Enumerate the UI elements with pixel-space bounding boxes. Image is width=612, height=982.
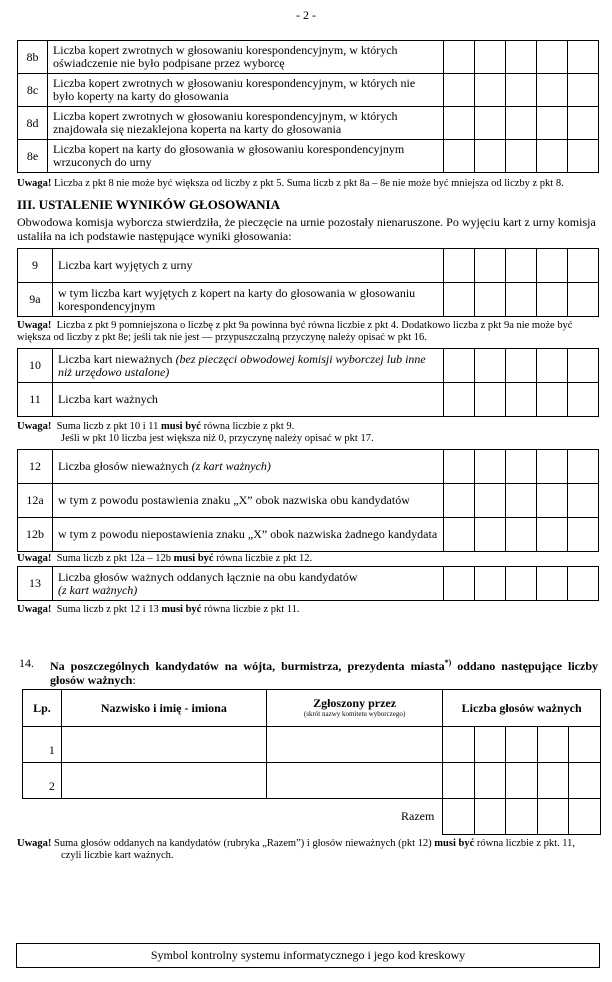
digit-box[interactable] bbox=[506, 383, 537, 417]
digit-box[interactable] bbox=[537, 567, 568, 601]
digit-box[interactable] bbox=[506, 41, 537, 74]
digit-box[interactable] bbox=[444, 283, 475, 317]
digit-box[interactable] bbox=[568, 383, 599, 417]
digit-box[interactable] bbox=[537, 450, 568, 484]
table-12 bbox=[17, 449, 599, 552]
header-votes: Liczba głosów ważnych bbox=[443, 690, 601, 727]
committee-cell[interactable] bbox=[266, 727, 443, 763]
digit-box[interactable] bbox=[474, 727, 506, 763]
note-12 bbox=[17, 553, 599, 565]
digit-box[interactable] bbox=[475, 74, 506, 107]
row-number: 1 bbox=[23, 727, 62, 763]
row-number: 8b bbox=[18, 41, 48, 74]
note-10-11 bbox=[17, 421, 599, 445]
section-14-colon: : bbox=[132, 673, 136, 687]
total-row bbox=[23, 799, 601, 835]
row-label-hint: (bez pieczęci obwodowej komisji wyborczej lub inne niż urzędowo ustalone) bbox=[57, 351, 426, 379]
digit-box[interactable] bbox=[443, 727, 475, 763]
digit-box[interactable] bbox=[475, 484, 506, 518]
digit-box[interactable] bbox=[567, 484, 598, 518]
digit-box[interactable] bbox=[537, 799, 569, 835]
digit-box[interactable] bbox=[567, 450, 598, 484]
digit-box[interactable] bbox=[475, 140, 506, 173]
table-row bbox=[18, 567, 599, 601]
table-row bbox=[18, 74, 599, 107]
table-9 bbox=[17, 248, 599, 317]
row-number: 8c bbox=[18, 74, 48, 107]
note-label: Uwaga! bbox=[17, 320, 52, 331]
digit-box[interactable] bbox=[568, 107, 599, 140]
digit-box[interactable] bbox=[506, 450, 537, 484]
candidate-name-cell[interactable] bbox=[61, 727, 266, 763]
note-text-bold: musi być bbox=[434, 838, 475, 849]
section-title: III. USTALENIE WYNIKÓW GŁOSOWANIA bbox=[17, 197, 280, 212]
row-number: 9a bbox=[18, 283, 53, 317]
digit-box[interactable] bbox=[567, 518, 598, 552]
digit-box[interactable] bbox=[444, 383, 475, 417]
section-14-text-b: oddano następujące liczby głosów ważnych bbox=[50, 659, 598, 687]
digit-box[interactable] bbox=[506, 727, 538, 763]
digit-box[interactable] bbox=[506, 107, 537, 140]
row-label: Liczba kopert na karty do głosowania w głosowaniu korespondencyjnym wrzuconych do urny bbox=[47, 140, 443, 173]
note-text-post: równa liczbie z pkt 12. bbox=[213, 553, 313, 564]
table-row bbox=[18, 283, 599, 317]
digit-box[interactable] bbox=[506, 249, 537, 283]
digit-box[interactable] bbox=[443, 799, 475, 835]
table-header-row bbox=[23, 690, 601, 727]
table-10-11 bbox=[17, 348, 599, 417]
header-lp: Lp. bbox=[23, 690, 62, 727]
digit-box[interactable] bbox=[506, 74, 537, 107]
note-text: Liczba z pkt 8 nie może być większa od liczby z pkt 5. Suma liczb z pkt 8a – 8e nie może być mniejsza od liczby z pkt 8. bbox=[54, 178, 564, 189]
digit-box[interactable] bbox=[444, 484, 475, 518]
note-text-post: równa liczbie z pkt. 11, bbox=[474, 838, 576, 849]
row-number: 12b bbox=[18, 518, 53, 552]
table-row bbox=[18, 349, 599, 383]
digit-box[interactable] bbox=[569, 799, 601, 835]
table-row bbox=[18, 107, 599, 140]
section-intro: Obwodowa komisja wyborcza stwierdziła, że pieczęcie na urnie pozostały nienaruszone. Po wyjęciu kart z urny komisja ustaliła na ich podstawie następujące wyniki głosowania: bbox=[17, 215, 596, 243]
page-number: - 2 - bbox=[296, 8, 316, 22]
table-8b-8e bbox=[17, 40, 599, 173]
note-text-line2: czyli liczbie kart ważnych. bbox=[61, 850, 174, 861]
note-text-pre: Suma liczb z pkt 12a – 12b bbox=[56, 553, 174, 564]
table-13 bbox=[17, 566, 599, 601]
control-symbol-box bbox=[16, 943, 600, 968]
digit-box[interactable] bbox=[506, 349, 537, 383]
note-text-bold: musi być bbox=[161, 604, 202, 615]
digit-box[interactable] bbox=[537, 518, 568, 552]
note-text: Liczba z pkt 9 pomniejszona o liczbę z pkt 9a powinna być równa liczbie z pkt 4. Dodatkowo liczba z pkt 9a nie może być większa od liczby z pkt 8e; jeśli tak nie jest — przypuszczalną przyczynę należy opisać w pkt 16. bbox=[17, 320, 573, 343]
digit-box[interactable] bbox=[537, 727, 569, 763]
row-number: 11 bbox=[18, 383, 53, 417]
digit-box[interactable] bbox=[569, 763, 601, 799]
section-14-text bbox=[50, 656, 598, 687]
row-number: 2 bbox=[23, 763, 62, 799]
header-committee-title: Zgłoszony przez bbox=[313, 696, 397, 710]
digit-box[interactable] bbox=[537, 140, 568, 173]
digit-box[interactable] bbox=[475, 518, 506, 552]
note-label: Uwaga! bbox=[17, 421, 52, 432]
row-label: Liczba kart ważnych bbox=[52, 383, 443, 417]
table-row bbox=[18, 383, 599, 417]
row-label bbox=[52, 349, 443, 383]
row-label bbox=[52, 450, 443, 484]
digit-box[interactable] bbox=[506, 763, 538, 799]
digit-box[interactable] bbox=[475, 283, 506, 317]
row-label: Liczba kopert zwrotnych w głosowaniu korespondencyjnym, w których nie było koperty na karty do głosowania bbox=[47, 74, 443, 107]
digit-box[interactable] bbox=[537, 107, 568, 140]
note-label: Uwaga! bbox=[17, 553, 52, 564]
note-text-bold: musi być bbox=[173, 553, 214, 564]
digit-box[interactable] bbox=[537, 484, 568, 518]
digit-box[interactable] bbox=[568, 349, 599, 383]
row-number: 10 bbox=[18, 349, 53, 383]
digit-box[interactable] bbox=[506, 799, 538, 835]
digit-box[interactable] bbox=[569, 727, 601, 763]
digit-box[interactable] bbox=[443, 763, 475, 799]
note-text-post: równa liczbie z pkt 11. bbox=[201, 604, 300, 615]
digit-box[interactable] bbox=[506, 140, 537, 173]
note-text-pre: Suma głosów oddanych na kandydatów (rubryka „Razem”) i głosów nieważnych (pkt 12) bbox=[54, 838, 435, 849]
table-row bbox=[18, 484, 599, 518]
digit-box[interactable] bbox=[475, 249, 506, 283]
row-label: w tym liczba kart wyjętych z kopert na karty do głosowania w głosowaniu korespondencyjnym bbox=[52, 283, 443, 317]
digit-box[interactable] bbox=[506, 283, 537, 317]
digit-box[interactable] bbox=[444, 567, 475, 601]
section-14-text-a: Na poszczególnych kandydatów na wójta, burmistrza, prezydenta miasta bbox=[50, 659, 445, 673]
row-label-text: Liczba głosów ważnych oddanych łącznie na obu kandydatów bbox=[57, 569, 358, 584]
digit-box[interactable] bbox=[537, 383, 568, 417]
footnote-marker: *) bbox=[444, 658, 452, 667]
digit-box[interactable] bbox=[537, 349, 568, 383]
digit-box[interactable] bbox=[475, 567, 506, 601]
digit-box[interactable] bbox=[537, 249, 568, 283]
table-row bbox=[18, 41, 599, 74]
digit-box[interactable] bbox=[537, 41, 568, 74]
digit-box[interactable] bbox=[537, 283, 568, 317]
table-row bbox=[23, 763, 601, 799]
digit-box[interactable] bbox=[444, 74, 475, 107]
note-8 bbox=[17, 178, 607, 190]
row-label bbox=[52, 567, 443, 601]
committee-cell[interactable] bbox=[266, 763, 443, 799]
digit-box[interactable] bbox=[444, 450, 475, 484]
row-number: 12a bbox=[18, 484, 53, 518]
table-row bbox=[18, 249, 599, 283]
row-number: 12 bbox=[18, 450, 53, 484]
header-committee-sub: (skrót nazwy komitetu wyborczego) bbox=[303, 710, 406, 718]
digit-box[interactable] bbox=[475, 107, 506, 140]
row-label: w tym z powodu postawienia znaku „X” obok nazwiska obu kandydatów bbox=[52, 484, 443, 518]
row-number: 9 bbox=[18, 249, 53, 283]
header-committee bbox=[266, 690, 443, 727]
digit-box[interactable] bbox=[475, 41, 506, 74]
row-label-text: Liczba kart nieważnych bbox=[57, 351, 173, 366]
table-row bbox=[23, 727, 601, 763]
digit-box[interactable] bbox=[568, 283, 599, 317]
note-text-post: równa liczbie z pkt 9. bbox=[200, 421, 295, 432]
digit-box[interactable] bbox=[474, 799, 506, 835]
note-label: Uwaga! bbox=[17, 178, 52, 189]
row-label-hint: (z kart ważnych) bbox=[57, 582, 138, 597]
note-label: Uwaga! bbox=[17, 604, 52, 615]
header-name: Nazwisko i imię - imiona bbox=[61, 690, 266, 727]
digit-box[interactable] bbox=[506, 484, 537, 518]
digit-box[interactable] bbox=[475, 383, 506, 417]
digit-box[interactable] bbox=[568, 567, 599, 601]
note-9 bbox=[17, 320, 599, 344]
note-text-bold: musi być bbox=[160, 421, 201, 432]
digit-box[interactable] bbox=[537, 763, 569, 799]
digit-box[interactable] bbox=[475, 450, 506, 484]
digit-box[interactable] bbox=[475, 349, 506, 383]
digit-box[interactable] bbox=[444, 140, 475, 173]
candidate-name-cell[interactable] bbox=[61, 763, 266, 799]
row-number: 13 bbox=[18, 567, 53, 601]
candidates-table bbox=[22, 689, 601, 835]
control-symbol-label: Symbol kontrolny systemu informatycznego i jego kod kreskowy bbox=[150, 948, 466, 962]
note-text-line2: Jeśli w pkt 10 liczba jest większa niż 0, przyczynę należy opisać w pkt 17. bbox=[61, 433, 374, 444]
row-label-hint: (z kart ważnych) bbox=[191, 459, 271, 473]
table-row bbox=[18, 518, 599, 552]
digit-box[interactable] bbox=[444, 349, 475, 383]
digit-box[interactable] bbox=[537, 74, 568, 107]
row-label: Liczba kopert zwrotnych w głosowaniu korespondencyjnym, w których znajdowała się niezaklejona koperta na karty do głosowania bbox=[47, 107, 443, 140]
digit-box[interactable] bbox=[506, 518, 537, 552]
section-14-number: 14. bbox=[19, 656, 34, 670]
digit-box[interactable] bbox=[474, 763, 506, 799]
digit-box[interactable] bbox=[568, 41, 599, 74]
note-text-pre: Suma liczb z pkt 12 i 13 bbox=[56, 604, 162, 615]
digit-box[interactable] bbox=[568, 249, 599, 283]
note-14 bbox=[17, 838, 599, 862]
digit-box[interactable] bbox=[568, 74, 599, 107]
digit-box[interactable] bbox=[444, 249, 475, 283]
total-label: Razem bbox=[23, 799, 443, 835]
digit-box[interactable] bbox=[444, 41, 475, 74]
note-text-pre: Suma liczb z pkt 10 i 11 bbox=[56, 421, 161, 432]
digit-box[interactable] bbox=[444, 107, 475, 140]
table-row bbox=[18, 140, 599, 173]
row-label: Liczba kopert zwrotnych w głosowaniu korespondencyjnym, w których oświadczenie nie było podpisane przez wyborcę bbox=[47, 41, 443, 74]
row-number: 8d bbox=[18, 107, 48, 140]
note-13 bbox=[17, 604, 599, 616]
digit-box[interactable] bbox=[444, 518, 475, 552]
table-row bbox=[18, 450, 599, 484]
row-label: Liczba kart wyjętych z urny bbox=[52, 249, 443, 283]
digit-box[interactable] bbox=[506, 567, 537, 601]
row-label: w tym z powodu niepostawienia znaku „X” obok nazwiska żadnego kandydata bbox=[52, 518, 443, 552]
digit-box[interactable] bbox=[568, 140, 599, 173]
row-label-text: Liczba głosów nieważnych bbox=[57, 459, 189, 473]
row-number: 8e bbox=[18, 140, 48, 173]
note-label: Uwaga! bbox=[17, 838, 52, 849]
